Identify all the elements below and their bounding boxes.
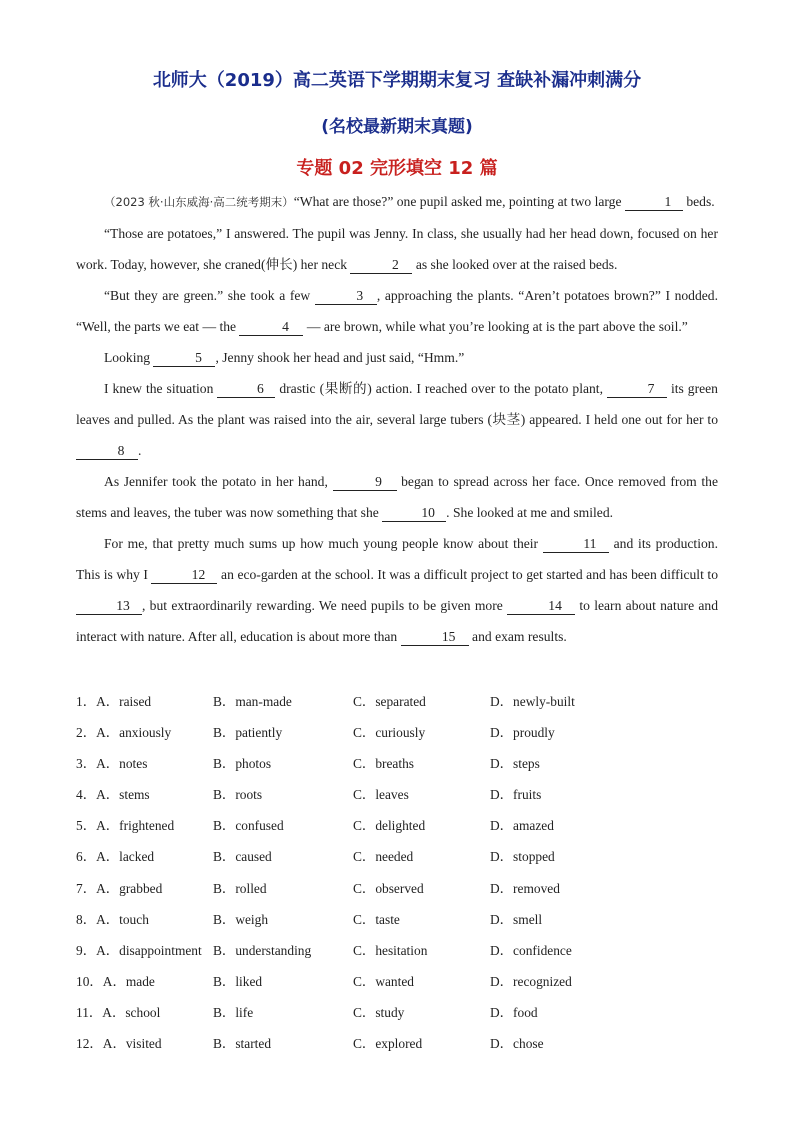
option-a[interactable]: 9．A．disappointment	[76, 942, 202, 958]
option-c[interactable]: C．curiously	[353, 725, 426, 741]
blank-1[interactable]: 1	[625, 193, 683, 211]
option-d[interactable]: D．fruits	[490, 787, 542, 803]
option-d[interactable]: D．chose	[490, 1036, 544, 1052]
topic-heading: 专题 02 完形填空 12 篇	[296, 158, 498, 179]
blank-2[interactable]: 2	[350, 256, 412, 274]
option-a[interactable]: 4．A．stems	[76, 787, 150, 803]
option-a[interactable]: 12．A．visited	[76, 1036, 162, 1052]
question-12-options	[76, 1028, 736, 1059]
blank-4[interactable]: 4	[239, 318, 303, 336]
option-a[interactable]: 5．A．frightened	[76, 818, 175, 834]
question-1-options	[76, 686, 736, 717]
option-c[interactable]: C．breaths	[353, 756, 414, 772]
blank-12[interactable]: 12	[151, 566, 217, 584]
option-c[interactable]: C．needed	[353, 849, 414, 865]
option-c[interactable]: C．wanted	[353, 973, 414, 989]
question-7-options	[76, 873, 736, 904]
option-b[interactable]: B．liked	[213, 973, 263, 989]
option-d[interactable]: D．stopped	[490, 849, 555, 865]
option-c[interactable]: C．leaves	[353, 787, 409, 803]
question-8-options	[76, 904, 736, 935]
option-c[interactable]: C．explored	[353, 1036, 423, 1052]
blank-3[interactable]: 3	[315, 287, 377, 305]
option-d[interactable]: D．proudly	[490, 725, 555, 741]
option-b[interactable]: B．understanding	[213, 942, 312, 958]
source-note: （2023 秋·山东威海·高二统考期末）	[104, 195, 294, 209]
option-b[interactable]: B．life	[213, 1004, 254, 1020]
paragraph-1: （2023 秋·山东威海·高二统考期末）“What are those?” one pupil asked me, pointing at two large 1 beds.	[104, 194, 715, 209]
option-a[interactable]: 11．A．school	[76, 1004, 161, 1020]
option-b[interactable]: B．man-made	[213, 694, 292, 709]
document-title: 北师大（2019）高二英语下学期期末复习 查缺补漏冲刺满分	[152, 70, 642, 91]
question-2-options	[76, 717, 736, 748]
question-6-options	[76, 841, 736, 872]
option-a[interactable]: 1．A．raised	[76, 694, 152, 709]
blank-13[interactable]: 13	[76, 597, 142, 615]
paragraph-5: I knew the situation 6 drastic (果断的) action. I reached over to the potato plant, 7 its green leaves and pulled. As the plant was raised into the air, several large tubers (块茎) appeared. I held one out for her to 8 .	[76, 381, 718, 458]
paragraph-3: “But they are green.” she took a few 3 , approaching the plants. “Aren’t potatoes brown?” I nodded. “Well, the parts we eat — the 4 — are brown, while what you’re looking at is the part above the soil.”	[76, 288, 718, 334]
question-5-options	[76, 810, 736, 841]
option-c[interactable]: C．observed	[353, 880, 424, 896]
blank-14[interactable]: 14	[507, 597, 575, 615]
cloze-passage	[76, 186, 718, 652]
option-d[interactable]: D．confidence	[490, 942, 572, 958]
blank-15[interactable]: 15	[401, 628, 469, 646]
question-10-options	[76, 966, 736, 997]
option-a[interactable]: 10．A．made	[76, 973, 155, 989]
option-d[interactable]: D．newly-built	[490, 694, 575, 709]
document-subtitle: (名校最新期末真题)	[321, 117, 473, 137]
paragraph-4: Looking 5 , Jenny shook her head and just said, “Hmm.”	[104, 350, 465, 365]
blank-5[interactable]: 5	[153, 349, 215, 367]
paragraph-6: As Jennifer took the potato in her hand, 9 began to spread across her face. Once removed from the stems and leaves, the tuber was now something that she 10 . She looked at me and smiled.	[76, 474, 718, 520]
question-11-options	[76, 997, 736, 1028]
blank-7[interactable]: 7	[607, 380, 667, 398]
option-d[interactable]: D．removed	[490, 880, 560, 896]
option-c[interactable]: C．delighted	[353, 818, 426, 834]
blank-10[interactable]: 10	[382, 504, 446, 522]
option-b[interactable]: B．photos	[213, 756, 272, 772]
blank-11[interactable]: 11	[543, 535, 609, 553]
option-d[interactable]: D．steps	[490, 756, 540, 772]
option-a[interactable]: 6．A．lacked	[76, 849, 155, 865]
option-d[interactable]: D．recognized	[490, 973, 572, 989]
option-c[interactable]: C．hesitation	[353, 942, 428, 958]
option-c[interactable]: C．taste	[353, 911, 400, 927]
option-a[interactable]: 8．A．touch	[76, 911, 149, 927]
question-3-options	[76, 748, 736, 779]
blank-9[interactable]: 9	[333, 473, 397, 491]
option-d[interactable]: D．smell	[490, 911, 543, 927]
paragraph-7: For me, that pretty much sums up how much young people know about their 11 and its production. This is why I 12 an eco-garden at the school. It was a difficult project to get started and has been difficult to 13 , but extraordinarily rewarding. We need pupils to be given more 14 to learn about nature and interact with nature. After all, education is about more than 15 and exam results.	[76, 536, 719, 644]
option-a[interactable]: 3．A．notes	[76, 756, 148, 772]
option-c[interactable]: C．separated	[353, 694, 426, 709]
answer-options	[76, 686, 736, 1059]
paragraph-2: “Those are potatoes,” I answered. The pupil was Jenny. In class, she usually had her head down, focused on her work. Today, however, she craned(伸长) her neck 2 as she looked over at the raised beds.	[76, 226, 718, 272]
option-b[interactable]: B．started	[213, 1036, 272, 1052]
option-b[interactable]: B．roots	[213, 787, 263, 803]
option-b[interactable]: B．caused	[213, 849, 272, 865]
question-9-options	[76, 935, 736, 966]
option-b[interactable]: B．confused	[213, 818, 284, 834]
blank-6[interactable]: 6	[217, 380, 275, 398]
option-a[interactable]: 2．A．anxiously	[76, 725, 172, 741]
option-d[interactable]: D．amazed	[490, 818, 554, 834]
option-b[interactable]: B．patiently	[213, 725, 283, 741]
question-4-options	[76, 779, 736, 810]
option-a[interactable]: 7．A．grabbed	[76, 880, 163, 896]
option-b[interactable]: B．weigh	[213, 911, 269, 927]
option-d[interactable]: D．food	[490, 1004, 538, 1020]
option-b[interactable]: B．rolled	[213, 880, 267, 896]
option-c[interactable]: C．study	[353, 1004, 405, 1020]
blank-8[interactable]: 8	[76, 442, 138, 460]
